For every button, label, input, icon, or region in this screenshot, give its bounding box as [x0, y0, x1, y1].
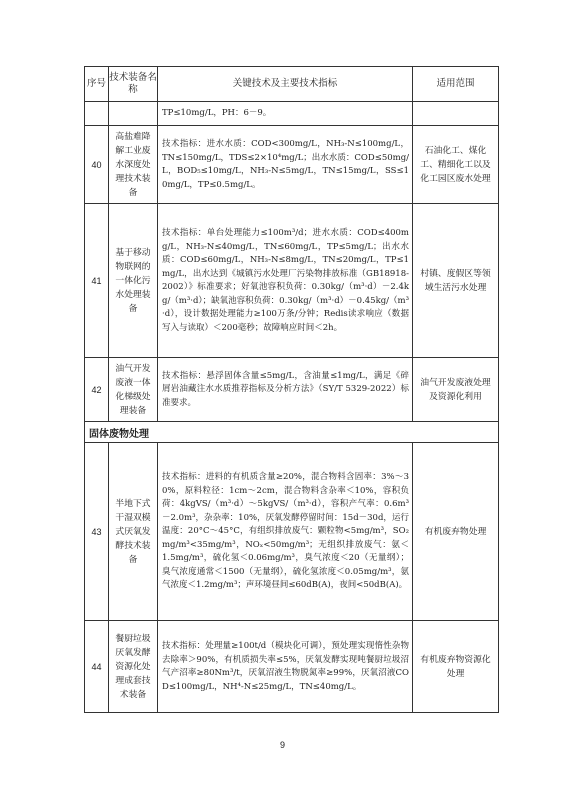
header-seq: 序号 — [85, 67, 109, 102]
continuation-row — [85, 102, 499, 126]
row-name: 餐厨垃圾厌氧发酵资源化处理成套技术装备 — [109, 621, 158, 713]
row-scope: 石油化工、煤化工、精细化工以及化工园区废水处理 — [413, 126, 499, 204]
section-title: 固体废物处理 — [85, 422, 499, 443]
row-scope: 油气开发废液处理及资源化利用 — [413, 358, 499, 422]
row-name: 高盐难降解工业废水深度处理技术装备 — [109, 126, 158, 204]
table-row — [85, 126, 499, 204]
row-number: 41 — [85, 204, 109, 358]
row-number: 40 — [85, 126, 109, 204]
header-name: 技术装备名称 — [109, 67, 158, 102]
row-number: 42 — [85, 358, 109, 422]
table-header-row — [85, 67, 499, 102]
row-scope: 村镇、度假区等领域生活污水处理 — [413, 204, 499, 358]
cont-name — [109, 102, 158, 126]
technology-table — [84, 66, 499, 713]
cont-tech: TP≤10mg/L，PH：6－9。 — [158, 102, 413, 126]
row-number: 44 — [85, 621, 109, 713]
row-name: 油气开发废液一体化梯级处理装备 — [109, 358, 158, 422]
header-tech: 关键技术及主要技术指标 — [158, 67, 413, 102]
row-tech: 技术指标：进水水质：COD<300mg/L，NH₃-N≤100mg/L，TN≤150mg/L，TDS≤2×10⁴mg/L；出水水质：COD≤50mg/L，BOD₅≤10mg/L，NH₃-N≤5mg/L，TN≤15mg/L，SS≤10mg/L，TP≤0.5mg/L。 — [158, 126, 413, 204]
row-name: 半地下式干湿双模式厌氧发酵技术装备 — [109, 443, 158, 621]
row-tech: 技术指标：处理量≥100t/d（模块化可调），预处理实现惰性杂物去除率＞90%，有机质损失率≤5%，厌氧发酵实现吨餐厨垃圾沼气产沼率≥80Nm³/t，厌氧沼液生物脱氮率≥99%，厌氧沼液COD≤100mg/L，NH⁴-N≤25mg/L，TN≤40mg/L。 — [158, 621, 413, 713]
table-row — [85, 443, 499, 621]
table-row — [85, 358, 499, 422]
row-number: 43 — [85, 443, 109, 621]
header-scope: 适用范围 — [413, 67, 499, 102]
row-scope: 有机废弃物资源化处理 — [413, 621, 499, 713]
cont-num — [85, 102, 109, 126]
row-tech: 技术指标：悬浮固体含量≤5mg/L，含油量≤1mg/L，满足《碎屑岩油藏注水水质推荐指标及分析方法》（SY/T 5329-2022）标准要求。 — [158, 358, 413, 422]
row-tech: 技术指标：进料的有机质含量≥20%，混合物料含固率：3%～30%，原料粒径：1cm～2cm，混合物料含杂率＜10%，容积负荷：4kgVS/（m³·d）～5kgVS/（m³·d），容积产气率：0.6m³－2.0m³，杂杂率：10%，厌氧发酵停留时间：15d－30d，运行温度：20°C～45°C，有组织排放废气：颗粒物<5mg/m³，SO₂mg/m³<35mg/m³，NOₓ<50mg/m³；无组织排放废气：氨＜1.5mg/m³，硫化氢＜0.06mg/m³，臭气浓度＜20（无量纲）；臭气浓度通常＜1500（无量纲），硫化氢浓度＜0.05mg/m³，氨气浓度＜1.2mg/m³；声环境昼间≤60dB(A)，夜间<50dB(A)。 — [158, 443, 413, 621]
row-scope: 有机废弃物处理 — [413, 443, 499, 621]
row-name: 基于移动物联网的一体化污水处理装备 — [109, 204, 158, 358]
table-row — [85, 621, 499, 713]
row-tech: 技术指标：单台处理能力≤100m³/d；进水水质：COD≤400mg/L，NH₃-N≤40mg/L，TN≤60mg/L，TP≤5mg/L；出水水质：COD≤60mg/L，NH₃-N≤8mg/L，TN≤20mg/L，TP≤1mg/L，出水达到《城镇污水处理厂污染物排放标准（GB18918-2002）》标准要求；好氧池容积负荷：0.30kg/（m³·d）－2.4kg/（m³·d）；缺氧池容积负荷：0.30kg/（m³·d）－0.45kg/（m³·d），设计数据处理能力≥100万条/分钟；Redis读求响应（数据写入与读取）＜200毫秒；故障响应时间＜2h。 — [158, 204, 413, 358]
table-row — [85, 204, 499, 358]
section-row — [85, 422, 499, 443]
page-number: 9 — [279, 740, 285, 750]
cont-scope — [413, 102, 499, 126]
